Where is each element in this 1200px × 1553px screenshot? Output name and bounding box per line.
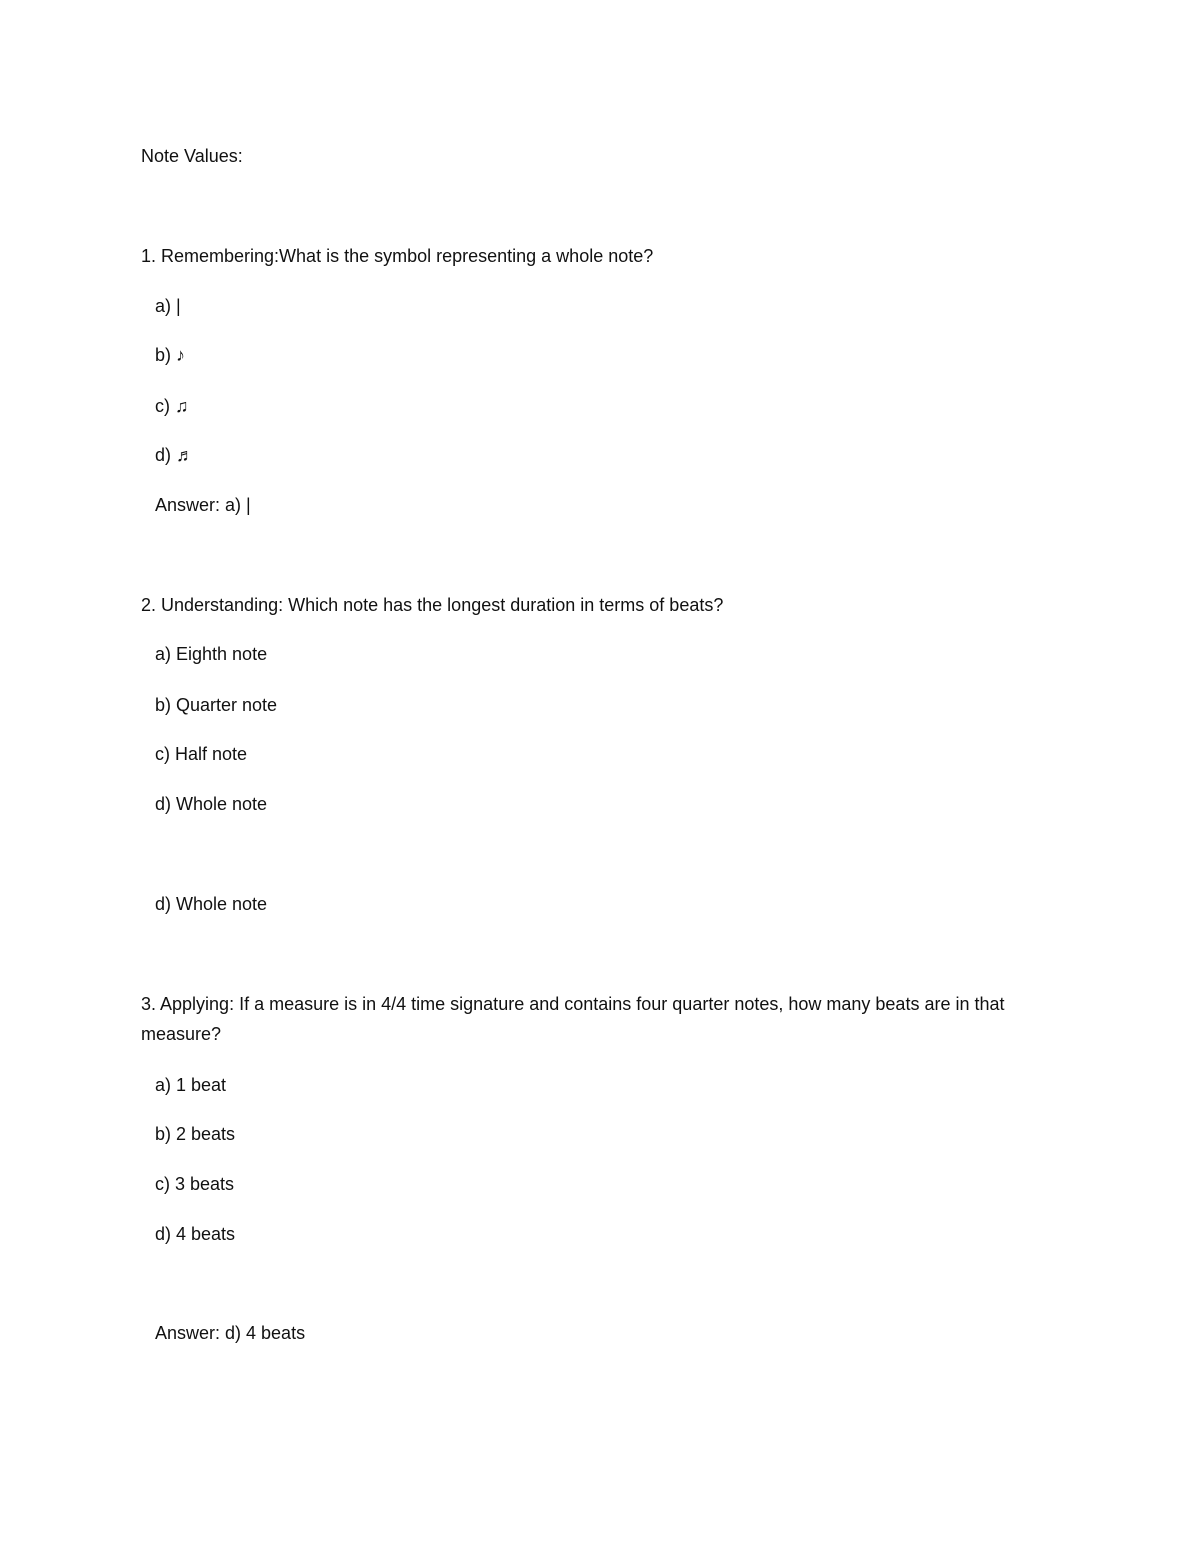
question-1-option-a: a) | [155,296,181,316]
question-1-stem: 1. Remembering:What is the symbol representing a whole note? [141,246,654,266]
question-3-option-d: d) 4 beats [155,1224,236,1244]
question-1-option-c: c) ♫ [155,396,189,416]
question-1-option-d: d) ♬ [155,445,195,465]
question-2-stem: 2. Understanding: Which note has the longest duration in terms of beats? [141,595,724,615]
question-3-option-b: b) 2 beats [155,1124,236,1144]
question-1-answer: Answer: a) | [155,495,251,515]
question-3-stem: 3. Applying: If a measure is in 4/4 time signature and contains four quarter notes, how many beats are in that measure? [141,994,1005,1044]
question-3-answer: Answer: d) 4 beats [155,1323,306,1343]
question-2-option-b: b) Quarter note [155,695,278,715]
question-2-option-a: a) Eighth note [155,644,268,664]
question-2-option-c: c) Half note [155,744,248,764]
page-title: Note Values: [141,146,243,166]
question-3-option-a: a) 1 beat [155,1075,227,1095]
question-2-answer: d) Whole note [155,894,268,914]
question-1-option-b: b) ♪ [155,345,186,365]
question-3-option-c: c) 3 beats [155,1174,235,1194]
question-2-option-d: d) Whole note [155,794,268,814]
